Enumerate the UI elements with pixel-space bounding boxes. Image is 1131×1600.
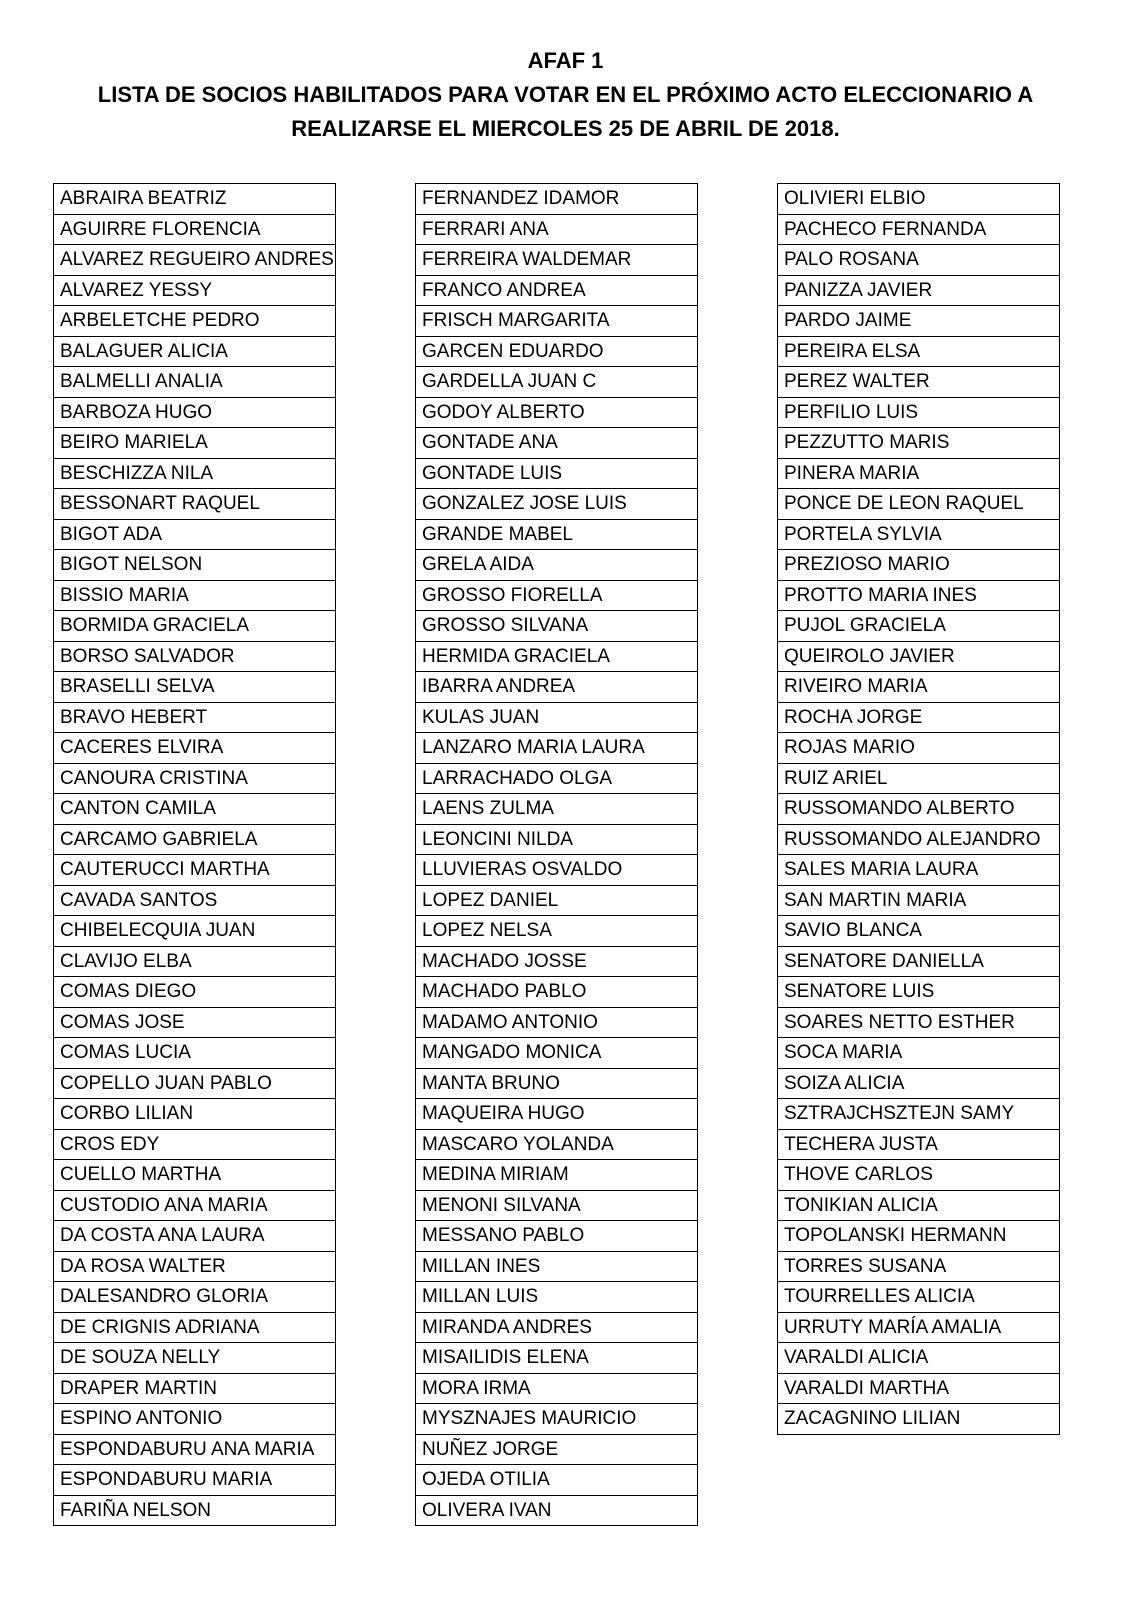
document-subtitle-line-2: REALIZARSE EL MIERCOLES 25 DE ABRIL DE 2018.: [291, 116, 840, 141]
member-name-cell: MAQUEIRA HUGO: [415, 1099, 698, 1130]
member-name-cell: LOPEZ DANIEL: [415, 886, 698, 917]
member-name-cell: BALMELLI ANALIA: [53, 367, 336, 398]
member-name-cell: GROSSO SILVANA: [415, 611, 698, 642]
member-name-cell: GARDELLA JUAN C: [415, 367, 698, 398]
member-name-cell: GARCEN EDUARDO: [415, 337, 698, 368]
member-name-cell: COMAS LUCIA: [53, 1038, 336, 1069]
member-name-cell: THOVE CARLOS: [777, 1160, 1060, 1191]
member-name-cell: BEIRO MARIELA: [53, 428, 336, 459]
member-name-cell: BIGOT NELSON: [53, 550, 336, 581]
member-name-cell: SAN MARTIN MARIA: [777, 886, 1060, 917]
member-name-cell: ALVAREZ REGUEIRO ANDRES: [53, 245, 336, 276]
member-name-cell: MANGADO MONICA: [415, 1038, 698, 1069]
member-name-cell: LOPEZ NELSA: [415, 916, 698, 947]
member-name-cell: SOIZA ALICIA: [777, 1069, 1060, 1100]
member-name-cell: ESPONDABURU ANA MARIA: [53, 1435, 336, 1466]
member-name-cell: MASCARO YOLANDA: [415, 1130, 698, 1161]
member-name-cell: COPELLO JUAN PABLO: [53, 1069, 336, 1100]
member-name-cell: BALAGUER ALICIA: [53, 337, 336, 368]
member-name-cell: MACHADO JOSSE: [415, 947, 698, 978]
member-name-cell: PINERA MARIA: [777, 459, 1060, 490]
member-name-cell: RIVEIRO MARIA: [777, 672, 1060, 703]
document-subtitle-line-1: LISTA DE SOCIOS HABILITADOS PARA VOTAR EN EL PRÓXIMO ACTO ELECCIONARIO A: [97, 82, 1034, 107]
member-name-cell: MEDINA MIRIAM: [415, 1160, 698, 1191]
member-name-cell: LLUVIERAS OSVALDO: [415, 855, 698, 886]
member-name-cell: VARALDI MARTHA: [777, 1374, 1060, 1405]
member-name-cell: MESSANO PABLO: [415, 1221, 698, 1252]
member-name-cell: SZTRAJCHSZTEJN SAMY: [777, 1099, 1060, 1130]
member-name-cell: KULAS JUAN: [415, 703, 698, 734]
member-name-cell: TECHERA JUSTA: [777, 1130, 1060, 1161]
member-name-cell: ESPONDABURU MARIA: [53, 1465, 336, 1496]
member-name-cell: MADAMO ANTONIO: [415, 1008, 698, 1039]
member-name-cell: PROTTO MARIA INES: [777, 581, 1060, 612]
member-name-cell: CUSTODIO ANA MARIA: [53, 1191, 336, 1222]
member-name-cell: CARCAMO GABRIELA: [53, 825, 336, 856]
member-name-cell: QUEIROLO JAVIER: [777, 642, 1060, 673]
member-name-cell: RUIZ ARIEL: [777, 764, 1060, 795]
member-name-cell: PUJOL GRACIELA: [777, 611, 1060, 642]
member-name-cell: GONZALEZ JOSE LUIS: [415, 489, 698, 520]
member-name-cell: FARIÑA NELSON: [53, 1496, 336, 1527]
member-name-cell: TONIKIAN ALICIA: [777, 1191, 1060, 1222]
member-name-cell: GONTADE ANA: [415, 428, 698, 459]
member-name-cell: ROCHA JORGE: [777, 703, 1060, 734]
member-name-cell: FERREIRA WALDEMAR: [415, 245, 698, 276]
member-name-cell: BIGOT ADA: [53, 520, 336, 551]
member-name-cell: TOURRELLES ALICIA: [777, 1282, 1060, 1313]
member-name-cell: MORA IRMA: [415, 1374, 698, 1405]
member-name-cell: MENONI SILVANA: [415, 1191, 698, 1222]
member-name-cell: DALESANDRO GLORIA: [53, 1282, 336, 1313]
member-name-cell: FERNANDEZ IDAMOR: [415, 184, 698, 215]
member-name-cell: PARDO JAIME: [777, 306, 1060, 337]
member-name-cell: MISAILIDIS ELENA: [415, 1343, 698, 1374]
member-name-cell: URRUTY MARÍA AMALIA: [777, 1313, 1060, 1344]
member-name-cell: BRASELLI SELVA: [53, 672, 336, 703]
member-name-cell: DA COSTA ANA LAURA: [53, 1221, 336, 1252]
member-name-cell: VARALDI ALICIA: [777, 1343, 1060, 1374]
member-name-cell: DE SOUZA NELLY: [53, 1343, 336, 1374]
member-name-cell: CACERES ELVIRA: [53, 733, 336, 764]
member-name-cell: ARBELETCHE PEDRO: [53, 306, 336, 337]
member-list-column-2: [415, 183, 698, 1526]
member-name-cell: PEREZ WALTER: [777, 367, 1060, 398]
member-name-cell: OJEDA OTILIA: [415, 1465, 698, 1496]
member-name-cell: SAVIO BLANCA: [777, 916, 1060, 947]
member-name-cell: PANIZZA JAVIER: [777, 276, 1060, 307]
member-name-cell: GRELA AIDA: [415, 550, 698, 581]
member-name-cell: CAVADA SANTOS: [53, 886, 336, 917]
member-name-cell: ABRAIRA BEATRIZ: [53, 184, 336, 215]
member-name-cell: LAENS ZULMA: [415, 794, 698, 825]
member-name-cell: CROS EDY: [53, 1130, 336, 1161]
member-name-cell: MANTA BRUNO: [415, 1069, 698, 1100]
document-header: [0, 44, 1131, 146]
member-name-cell: CORBO LILIAN: [53, 1099, 336, 1130]
member-name-cell: PORTELA SYLVIA: [777, 520, 1060, 551]
member-name-cell: LANZARO MARIA LAURA: [415, 733, 698, 764]
member-name-cell: ROJAS MARIO: [777, 733, 1060, 764]
member-name-cell: SOARES NETTO ESTHER: [777, 1008, 1060, 1039]
member-name-cell: ZACAGNINO LILIAN: [777, 1404, 1060, 1435]
member-name-cell: MYSZNAJES MAURICIO: [415, 1404, 698, 1435]
member-name-cell: CLAVIJO ELBA: [53, 947, 336, 978]
member-name-cell: PEZZUTTO MARIS: [777, 428, 1060, 459]
member-name-cell: BESCHIZZA NILA: [53, 459, 336, 490]
member-name-cell: MILLAN LUIS: [415, 1282, 698, 1313]
member-name-cell: RUSSOMANDO ALBERTO: [777, 794, 1060, 825]
member-name-cell: PREZIOSO MARIO: [777, 550, 1060, 581]
member-name-cell: SENATORE DANIELLA: [777, 947, 1060, 978]
member-name-cell: COMAS DIEGO: [53, 977, 336, 1008]
member-name-cell: FRISCH MARGARITA: [415, 306, 698, 337]
member-name-cell: IBARRA ANDREA: [415, 672, 698, 703]
member-name-cell: HERMIDA GRACIELA: [415, 642, 698, 673]
member-name-cell: ALVAREZ YESSY: [53, 276, 336, 307]
member-name-cell: BRAVO HEBERT: [53, 703, 336, 734]
member-name-cell: DRAPER MARTIN: [53, 1374, 336, 1405]
member-name-cell: SOCA MARIA: [777, 1038, 1060, 1069]
member-name-cell: COMAS JOSE: [53, 1008, 336, 1039]
member-list-column-1: [53, 183, 336, 1526]
member-name-cell: FRANCO ANDREA: [415, 276, 698, 307]
document-title: AFAF 1: [527, 48, 604, 73]
member-name-cell: CANTON CAMILA: [53, 794, 336, 825]
member-name-cell: GRANDE MABEL: [415, 520, 698, 551]
member-name-cell: PERFILIO LUIS: [777, 398, 1060, 429]
member-name-cell: GROSSO FIORELLA: [415, 581, 698, 612]
member-name-cell: BISSIO MARIA: [53, 581, 336, 612]
member-name-cell: BARBOZA HUGO: [53, 398, 336, 429]
member-name-cell: DA ROSA WALTER: [53, 1252, 336, 1283]
member-name-cell: TORRES SUSANA: [777, 1252, 1060, 1283]
member-name-cell: TOPOLANSKI HERMANN: [777, 1221, 1060, 1252]
member-name-cell: OLIVERA IVAN: [415, 1496, 698, 1527]
member-name-cell: CUELLO MARTHA: [53, 1160, 336, 1191]
member-name-cell: PALO ROSANA: [777, 245, 1060, 276]
member-name-cell: CAUTERUCCI MARTHA: [53, 855, 336, 886]
member-name-cell: AGUIRRE FLORENCIA: [53, 215, 336, 246]
member-name-cell: MACHADO PABLO: [415, 977, 698, 1008]
member-name-cell: CANOURA CRISTINA: [53, 764, 336, 795]
member-name-cell: NUÑEZ JORGE: [415, 1435, 698, 1466]
member-name-cell: BORMIDA GRACIELA: [53, 611, 336, 642]
member-name-cell: SENATORE LUIS: [777, 977, 1060, 1008]
member-name-cell: BORSO SALVADOR: [53, 642, 336, 673]
member-name-cell: BESSONART RAQUEL: [53, 489, 336, 520]
member-name-cell: FERRARI ANA: [415, 215, 698, 246]
member-name-cell: ESPINO ANTONIO: [53, 1404, 336, 1435]
member-name-cell: GODOY ALBERTO: [415, 398, 698, 429]
member-name-cell: SALES MARIA LAURA: [777, 855, 1060, 886]
member-name-cell: MIRANDA ANDRES: [415, 1313, 698, 1344]
member-name-cell: PEREIRA ELSA: [777, 337, 1060, 368]
member-name-cell: OLIVIERI ELBIO: [777, 184, 1060, 215]
member-name-cell: LEONCINI NILDA: [415, 825, 698, 856]
member-name-cell: PONCE DE LEON RAQUEL: [777, 489, 1060, 520]
member-name-cell: MILLAN INES: [415, 1252, 698, 1283]
member-name-cell: GONTADE LUIS: [415, 459, 698, 490]
member-name-cell: PACHECO FERNANDA: [777, 215, 1060, 246]
member-name-cell: LARRACHADO OLGA: [415, 764, 698, 795]
member-name-cell: CHIBELECQUIA JUAN: [53, 916, 336, 947]
member-list-column-3: [777, 183, 1060, 1435]
member-name-cell: DE CRIGNIS ADRIANA: [53, 1313, 336, 1344]
member-name-cell: RUSSOMANDO ALEJANDRO: [777, 825, 1060, 856]
